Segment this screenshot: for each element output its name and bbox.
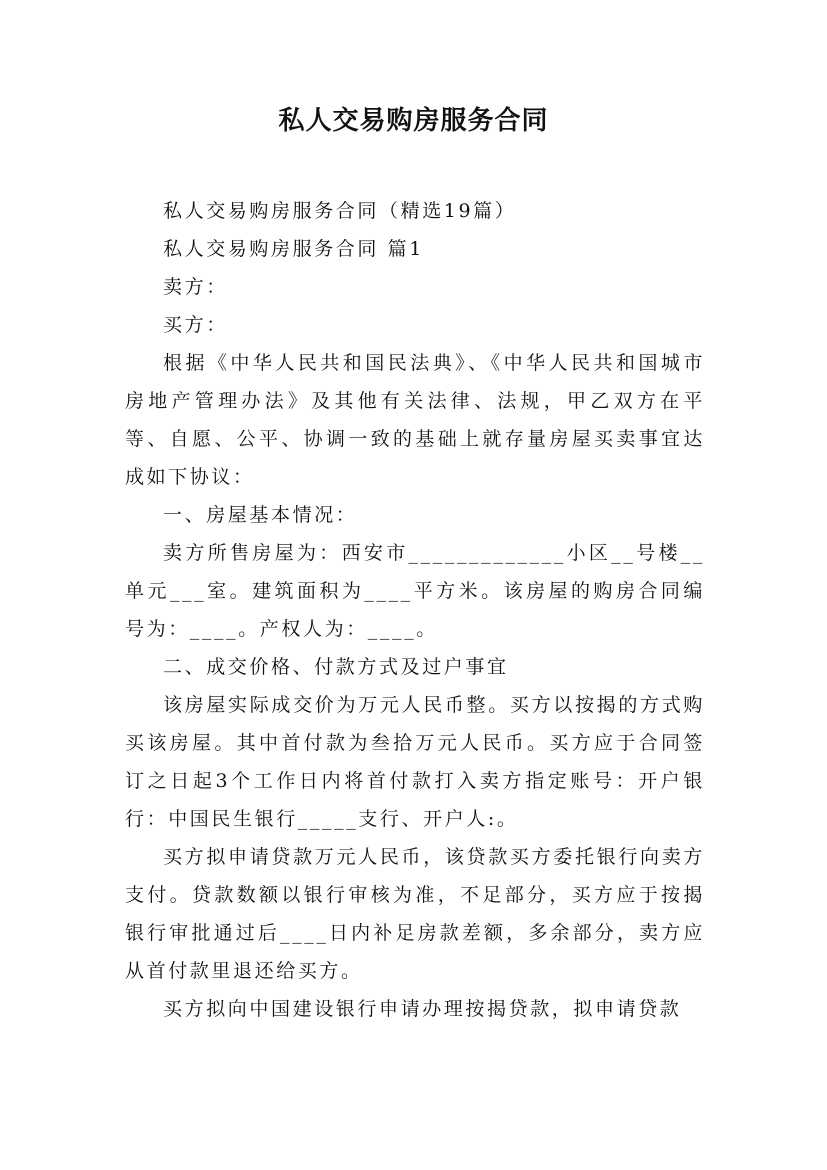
paragraph: 二、成交价格、付款方式及过户事宜 (163, 656, 509, 678)
paragraph: 私人交易购房服务合同（精选19篇） (163, 200, 517, 222)
paragraph: 卖方所售房屋为：西安市_____________小区__号楼__单元___室。建筑面积为____平方米。该房屋的购房合同编号为：____。产权人为：____。 (125, 542, 705, 640)
document-body (125, 192, 705, 1028)
paragraph: 一、房屋基本情况： (163, 504, 358, 526)
paragraph: 买方拟申请贷款万元人民币，该贷款买方委托银行向卖方支付。贷款数额以银行审核为准，不足部分，买方应于按揭银行审批通过后____日内补足房款差额，多余部分，卖方应从首付款里退还给买方。 (125, 846, 705, 982)
paragraph: 买方拟向中国建设银行申请办理按揭贷款，拟申请贷款 (163, 998, 682, 1020)
paragraph: 根据《中华人民共和国民法典》、《中华人民共和国城市房地产管理办法》及其他有关法律、法规，甲乙双方在平等、自愿、公平、协调一致的基础上就存量房屋买卖事宜达成如下协议： (125, 352, 705, 488)
document-title: 私人交易购房服务合同 (278, 106, 549, 136)
paragraph: 该房屋实际成交价为万元人民币整。买方以按揭的方式购买该房屋。其中首付款为叁拾万元人民币。买方应于合同签订之日起3个工作日内将首付款打入卖方指定账号：开户银行：中国民生银行_____支行、开户人:。 (125, 694, 705, 830)
paragraph: 卖方： (163, 276, 228, 298)
paragraph: 买方： (163, 314, 228, 336)
paragraph: 私人交易购房服务合同 篇1 (163, 238, 424, 260)
